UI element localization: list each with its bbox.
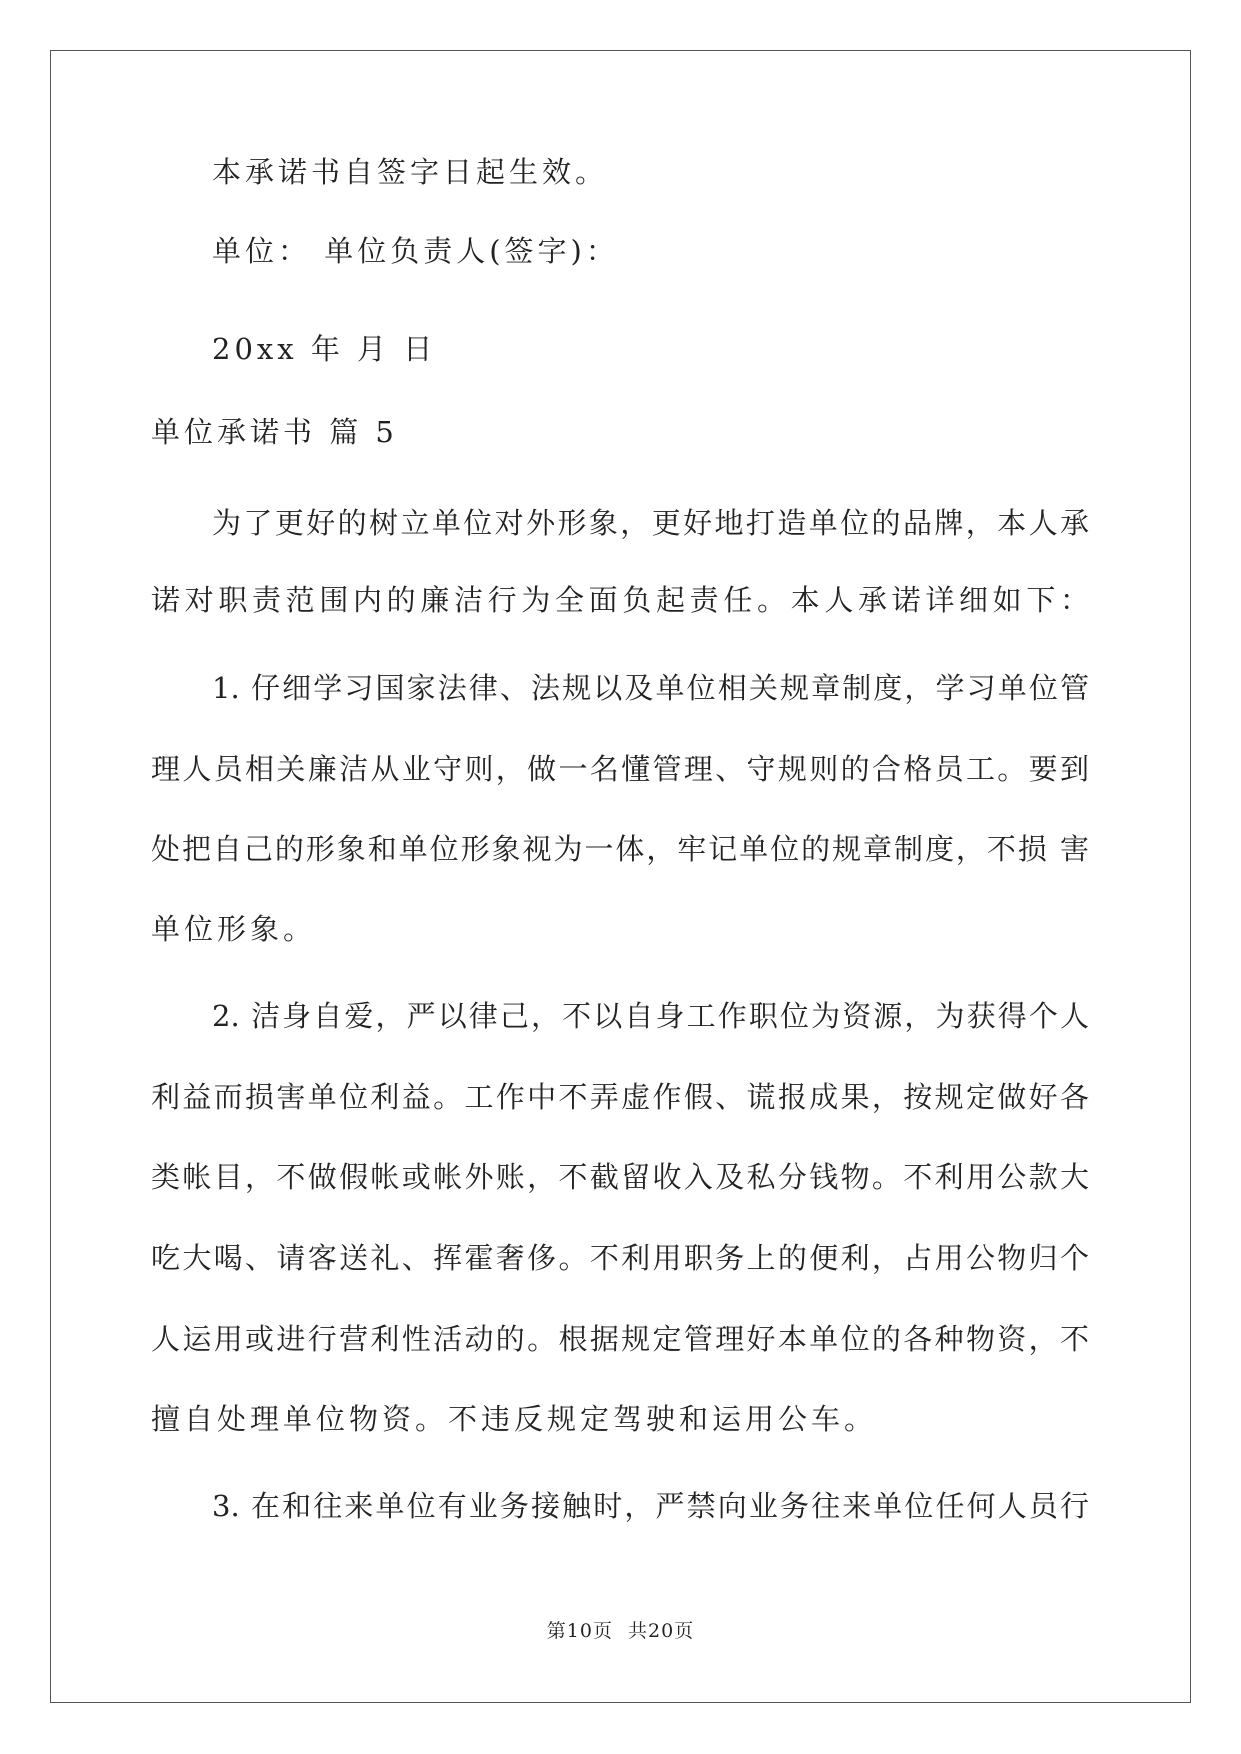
section-heading: 单位承诺书 篇 5 <box>151 415 398 449</box>
text-line-7: 1. 仔细学习国家法律、法规以及单位相关规章制度，学习单位管 <box>212 671 1089 705</box>
text-line-17: 3. 在和往来单位有业务接触时，严禁向业务往来单位任何人员行 <box>212 1489 1089 1523</box>
text-line-14: 吃大喝、请客送礼、挥霍奢侈。不利用职务上的便利，占用公物归个 <box>151 1241 1089 1275</box>
text-line-10: 单位形象。 <box>151 912 317 946</box>
page-footer <box>0 1618 1241 1644</box>
text-line-1: 本承诺书自签字日起生效。 <box>212 155 609 189</box>
text-line-9: 处把自己的形象和单位形象视为一体，牢记单位的规章制度，不损 害 <box>151 832 1089 866</box>
page-border <box>50 50 1191 1703</box>
text-line-6: 诺对职责范围内的廉洁行为全面负起责任。本人承诺详细如下： <box>151 583 1089 617</box>
text-line-11: 2. 洁身自爱，严以律己，不以自身工作职位为资源，为获得个人 <box>212 999 1089 1033</box>
text-line-13: 类帐目，不做假帐或帐外账，不截留收入及私分钱物。不利用公款大 <box>151 1160 1089 1194</box>
text-line-2: 单位： 单位负责人(签字)： <box>212 234 619 268</box>
page-number: 第10页 <box>546 1620 613 1642</box>
text-line-12: 利益而损害单位利益。工作中不弄虚作假、谎报成果，按规定做好各 <box>151 1080 1089 1114</box>
text-line-15: 人运用或进行营利性活动的。根据规定管理好本单位的各种物资，不 <box>151 1322 1089 1356</box>
text-line-8: 理人员相关廉洁从业守则，做一名懂管理、守规则的合格员工。要到 <box>151 752 1089 786</box>
text-line-16: 擅自处理单位物资。不违反规定驾驶和运用公车。 <box>151 1402 878 1436</box>
text-line-5: 为了更好的树立单位对外形象，更好地打造单位的品牌，本人承 <box>212 506 1089 540</box>
page-total: 共20页 <box>628 1620 695 1642</box>
text-line-3: 20xx 年 月 日 <box>212 332 437 366</box>
